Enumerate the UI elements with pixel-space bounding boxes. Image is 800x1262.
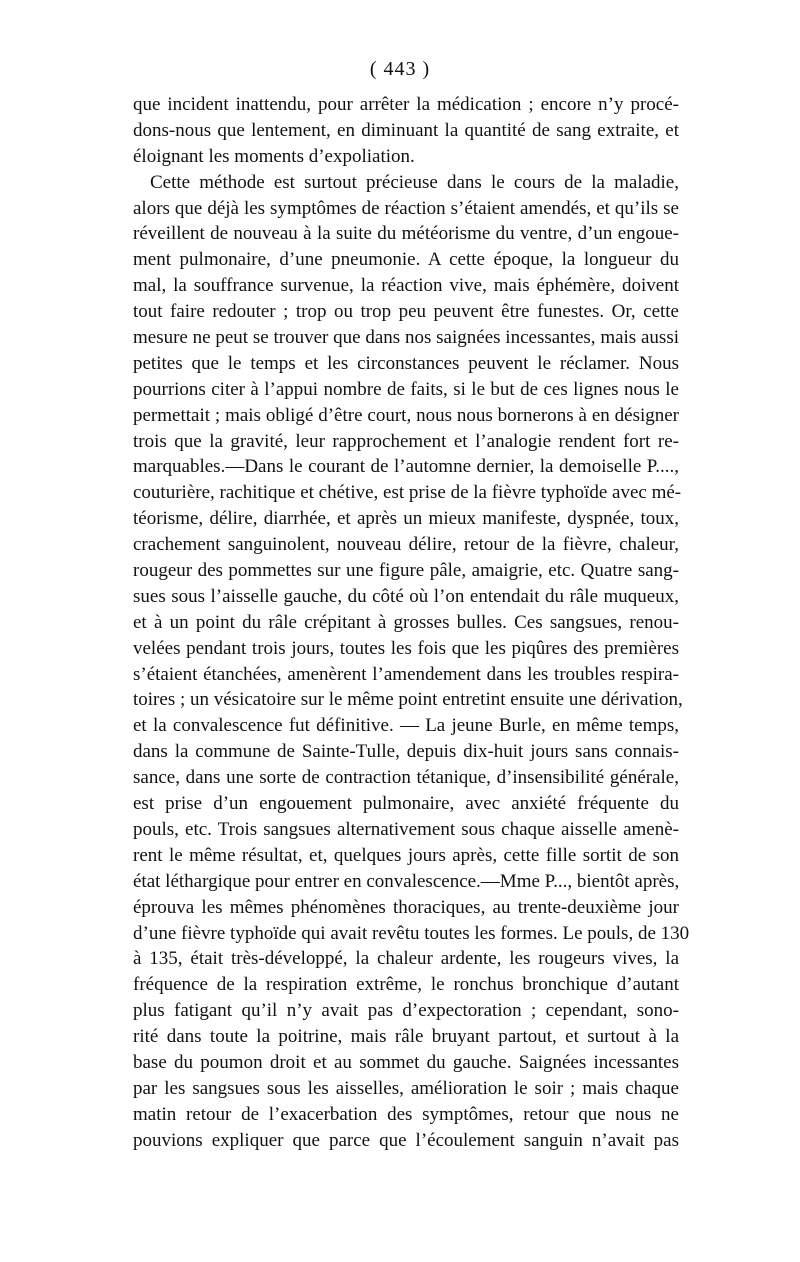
- text-line: à 135, était très-développé, la chaleur ardente, les rougeurs vives, la: [133, 948, 679, 970]
- text-line: d’une fièvre typhoïde qui avait revêtu toutes les formes. Le pouls, de 130: [133, 922, 690, 944]
- text-line: tout faire redouter ; trop ou trop peu peuvent être funestes. Or, cette: [133, 301, 679, 323]
- text-line: pourrions citer à l’appui nombre de faits, si le but de ces lignes nous le: [133, 378, 679, 400]
- text-line: que incident inattendu, pour arrêter la médication ; encore n’y procé-: [133, 94, 679, 115]
- text-line: pouls, etc. Trois sangsues alternativement sous chaque aisselle amenè-: [133, 818, 679, 840]
- text-line: par les sangsues sous les aisselles, amélioration le soir ; mais chaque: [133, 1077, 679, 1099]
- text-line: toires ; un vésicatoire sur le même point entretint ensuite une dérivation,: [133, 689, 683, 711]
- text-line: et la convalescence fut définitive. — La jeune Burle, en même temps,: [133, 715, 679, 737]
- body-text: [133, 92, 690, 1154]
- text-line: éprouva les mêmes phénomènes thoraciques, au trente-deuxième jour: [133, 896, 679, 918]
- text-line: rougeur des pommettes sur une figure pâle, amaigrie, etc. Quatre sang-: [133, 560, 679, 582]
- text-line: matin retour de l’exacerbation des symptômes, retour que nous ne: [133, 1103, 679, 1125]
- text-line: alors que déjà les symptômes de réaction s’étaient amendés, et qu’ils se: [133, 197, 679, 219]
- text-line: plus fatigant qu’il n’y avait pas d’expectoration ; cependant, sono-: [133, 1000, 679, 1022]
- text-line: marquables.—Dans le courant de l’automne dernier, la demoiselle P....,: [133, 456, 679, 478]
- text-line: mesure ne peut se trouver que dans nos saignées incessantes, mais aussi: [133, 327, 679, 349]
- text-line: base du poumon droit et au sommet du gauche. Saignées incessantes: [133, 1051, 679, 1073]
- text-line: éloignant les moments d’expoliation.: [133, 145, 415, 167]
- text-line: velées pendant trois jours, toutes les fois que les piqûres des premières: [133, 637, 679, 659]
- text-line: rité dans toute la poitrine, mais râle bruyant partout, et surtout à la: [133, 1026, 679, 1048]
- text-line: et à un point du râle crépitant à grosses bulles. Ces sangsues, renou-: [133, 611, 679, 633]
- text-line: rent le même résultat, et, quelques jours après, cette fille sortit de son: [133, 844, 679, 866]
- text-line: état léthargique pour entrer en convalescence.—Mme P..., bientôt après,: [133, 870, 680, 892]
- text-line: crachement sanguinolent, nouveau délire, retour de la fièvre, chaleur,: [133, 534, 679, 556]
- text-line: petites que le temps et les circonstances peuvent le réclamer. Nous: [133, 352, 679, 374]
- text-line: dons-nous que lentement, en diminuant la quantité de sang extraite, et: [133, 119, 679, 141]
- text-line: ment pulmonaire, d’une pneumonie. A cette époque, la longueur du: [133, 249, 679, 271]
- text-line: réveillent de nouveau à la suite du météorisme du ventre, d’un engoue-: [133, 223, 679, 245]
- text-line: permettait ; mais obligé d’être court, nous nous bornerons à en désigner: [133, 404, 679, 426]
- text-line: s’étaient étanchées, amenèrent l’amendement dans les troubles respira-: [133, 663, 679, 685]
- text-line: trois que la gravité, leur rapprochement et l’analogie rendent fort re-: [133, 430, 679, 452]
- text-line: sance, dans une sorte de contraction tétanique, d’insensibilité générale,: [133, 767, 679, 789]
- text-line: Cette méthode est surtout précieuse dans le cours de la maladie,: [150, 171, 679, 193]
- text-line: dans la commune de Sainte-Tulle, depuis dix-huit jours sans connais-: [133, 741, 679, 763]
- paragraph: [133, 92, 679, 170]
- text-line: téorisme, délire, diarrhée, et après un mieux manifeste, dyspnée, toux,: [133, 508, 679, 530]
- page-number: ( 443 ): [369, 58, 431, 80]
- text-line: couturière, rachitique et chétive, est prise de la fièvre typhoïde avec mé-: [133, 482, 682, 504]
- text-line: sues sous l’aisselle gauche, du côté où l’on entendait du râle muqueux,: [133, 585, 679, 607]
- text-line: pouvions expliquer que parce que l’écoulement sanguin n’avait pas: [133, 1129, 679, 1151]
- paragraph: [133, 170, 690, 1154]
- text-line: mal, la souffrance survenue, la réaction vive, mais éphémère, doivent: [133, 275, 679, 297]
- text-line: fréquence de la respiration extrême, le ronchus bronchique d’autant: [133, 974, 679, 996]
- text-line: est prise d’un engouement pulmonaire, avec anxiété fréquente du: [133, 793, 679, 815]
